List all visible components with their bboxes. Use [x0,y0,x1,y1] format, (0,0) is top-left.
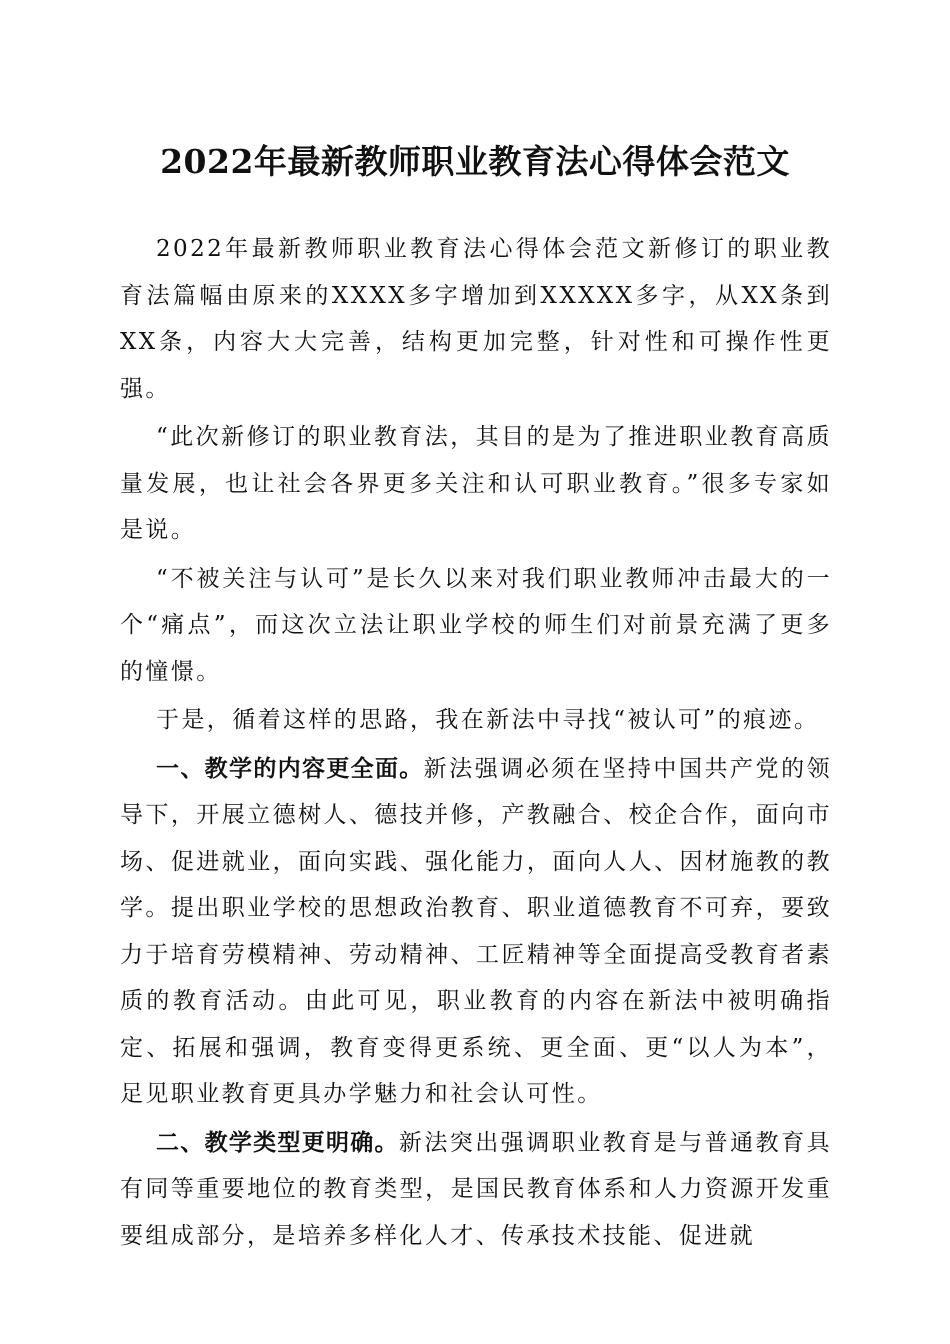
paragraph-text: 新法突出强调职业教育是与普通教育具有同等重要地位的教育类型，是国民教育体系和人力资源开发重要组成部分，是培养多样化人才、传承技术技能、促进就 [120,1129,832,1249]
paragraph-intro [120,226,832,412]
paragraph-section-two [120,1120,832,1260]
paragraph-text: 新法强调必须在坚持中国共产党的领导下，开展立德树人、德技并修，产教融合、校企合作，面向市场、促进就业，面向实践、强化能力，面向人人、因材施教的教学。提出职业学校的思想政治教育、职业道德教育不可弃，要致力于培育劳模精神、劳动精神、工匠精神等全面提高受教育者素质的教育活动。由此可见，职业教育的内容在新法中被明确指定、拓展和强调，教育变得更系统、更全面、更“以人为本”，足见职业教育更具办学魅力和社会认可性。 [120,755,832,1107]
paragraph-text: 于是，循着这样的思路，我在新法中寻找“被认可”的痕迹。 [156,707,820,733]
paragraph-text: “此次新修订的职业教育法，其目的是为了推进职业教育高质量发展，也让社会各界更多关注和认可职业教育。”很多专家如是说。 [120,424,832,543]
paragraph-pain-point [120,556,832,696]
document-body [120,226,832,1261]
document-title: 2022年最新教师职业教育法心得体会范文 [160,142,790,181]
paragraph-quote-experts [120,414,832,554]
paragraph-transition [120,697,832,744]
section-heading-two: 二、教学类型更明确。 [156,1129,399,1156]
section-heading-one: 一、教学的内容更全面。 [156,755,424,782]
paragraph-section-one [120,746,832,1118]
paragraph-text: “不被关注与认可”是长久以来对我们职业教师冲击最大的一个“痛点”，而这次立法让职业学校的师生们对前景充满了更多的憧憬。 [120,565,832,685]
paragraph-text: 2022年最新教师职业教育法心得体会范文新修订的职业教育法篇幅由原来的XXXX多字增加到XXXXX多字，从XX条到XX条，内容大大完善，结构更加完整，针对性和可操作性更强。 [120,236,832,402]
